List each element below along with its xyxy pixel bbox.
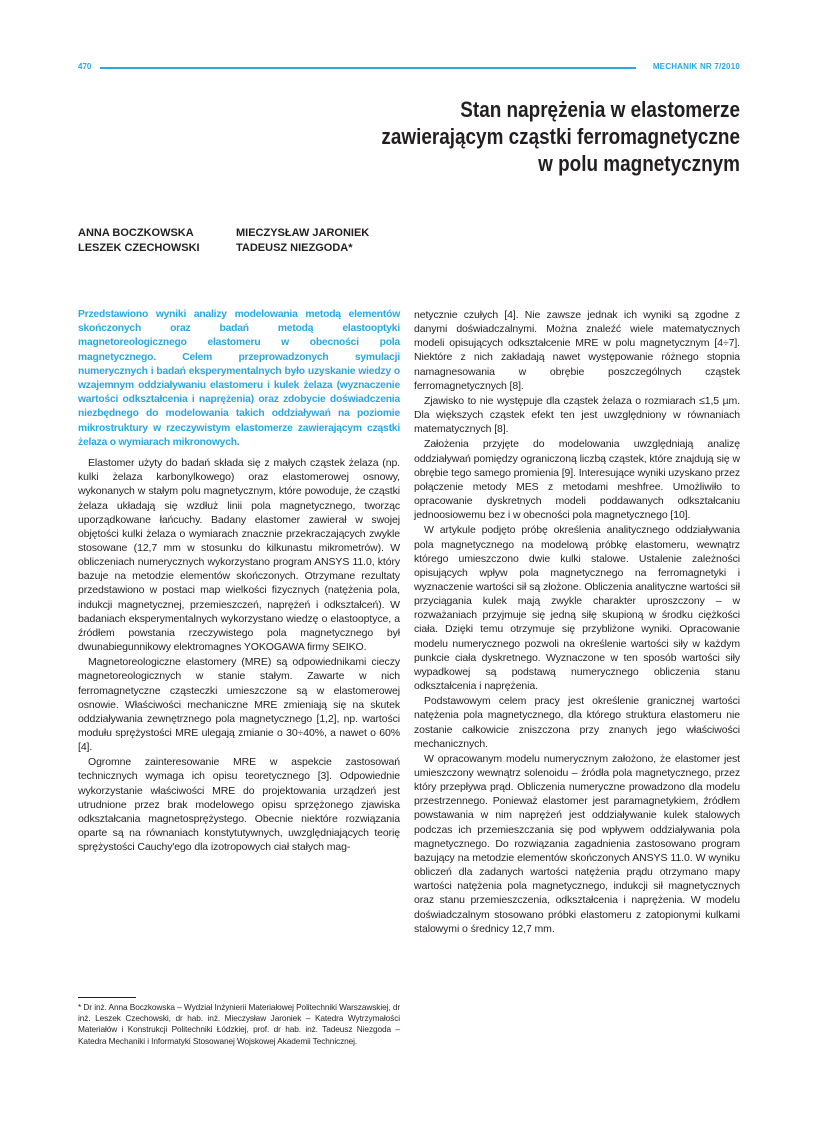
author-column-right: [236, 226, 369, 256]
title-line-2: zawierającym cząstki ferromagnetyczne: [381, 124, 740, 149]
body-paragraph: netycznie czułych [4]. Nie zawsze jednak ich wyniki są zgodne z danymi doświadczalnymi. Można znaleźć wiele matematycznych modeli opisujących odkształcenie MRE w polu magnetycznym [4÷7]. Niektóre z nich zakładają nawet występowanie różnego stopnia namagnesowania w obrębie poszczególnych cząstek ferromagnetycznych [8].: [414, 309, 740, 392]
author-name: LESZEK CZECHOWSKI: [78, 242, 200, 254]
author-name: MIECZYSŁAW JARONIEK: [236, 227, 370, 239]
body-paragraph: Ogromne zainteresowanie MRE w aspekcie zastosowań technicznych wymaga ich opisu teoretycznego [3]. Odpowiednie wykorzystanie właściwości MRE do projektowania urządzeń jest utrudnione przez brak modelowego opisu sprzężonego zjawiska odkształcania magnetosprężystego. Obecnie niektóre rozwiązania oparte są na równaniach konstytutywnych, uwzględniających teorię sprężystości Cauchy'ego dla izotropowych ciał stałych mag-: [78, 756, 400, 854]
journal-name: MECHANIK NR 7/2010: [652, 62, 740, 71]
author-affiliations-footnote: * Dr inż. Anna Boczkowska – Wydział Inżynierii Materiałowej Politechniki Warszawskiej, dr inż. Leszek Czechowski, dr hab. inż. Mieczysław Jaroniek – Katedra Wytrzymałości Materiałów i Konstrukcji Politechniki Łódzkiej, prof. dr hab. inż. Tadeusz Niezgoda – Katedra Mechaniki i Informatyki Stosowanej Wojskowej Akademii Technicznej.: [78, 1002, 400, 1046]
page-header: [78, 62, 740, 76]
body-paragraph: W artykule podjęto próbę określenia analitycznego oddziaływania pola magnetycznego na modelową próbkę elastomeru, wewnątrz którego umieszczono dwie kulki stalowe. Ustalenie zależności opisujących wpływ pola magnetycznego na ferromagnetyki i wyznaczenie wartości sił są złożone. Obliczenia analityczne wartości sił przyciągania kulek mają zwykle charakter uproszczony – w rozważaniach przyjmuje się jedną siłę skupioną w środku ciężkości ciała. Dzięki temu otrzymuje się przybliżone wyniki. Opracowanie modelu numerycznego pozwoli na określenie wartości siły w każdym punkcie ciała dyskretnego. Wyznaczone w ten sposób wartości siły wypadkowej są podstawą numerycznego obliczenia stanu odkształcenia i naprężenia.: [414, 524, 740, 693]
body-paragraph: Podstawowym celem pracy jest określenie granicznej wartości natężenia pola magnetycznego, dla którego struktura elastomeru nie zostanie całkowicie zniszczona przy znanych jego właściwości mechanicznych.: [414, 695, 740, 750]
page-number: 470: [78, 62, 92, 71]
footnote-rule: [78, 997, 136, 998]
header-rule: [100, 67, 636, 69]
text-column-right: [414, 308, 740, 936]
abstract: Przedstawiono wyniki analizy modelowania metodą elementów skończonych oraz badań metodą elastooptyki magnetoreologicznego elastomeru w obecności pola magnetycznego. Celem przeprowadzonych symulacji numerycznych i badań eksperymentalnych było uzyskanie wiedzy o wzajemnym oddziaływaniu elastomeru i kulek żelaza (wyznaczenie wartości odkształcenia i naprężenia) oraz zdobycie doświadczenia niezbędnego do modelowania takich oddziaływań na poziomie mikrostruktury w rzeczywistym elastomerze zawierającym cząstki żelaza o wymiarach mikronowych.: [78, 309, 400, 448]
body-paragraph: W opracowanym modelu numerycznym założono, że elastomer jest umieszczony wewnątrz solenoidu – źródła pola magnetycznego, przez który przepływa prąd. Obliczenia numeryczne prowadzono dla modelu przestrzennego. Ponieważ elastomer jest paramagnetykiem, źródłem powstawania w nim naprężeń jest oddziaływanie kulek stalowych podczas ich przemieszczania się pod wpływem oddziaływania pola magnetycznego. Do rozwiązania zagadnienia zastosowano program bazujący na metodzie elementów skończonych ANSYS 11.0. W wyniku obliczeń dla zadanych wartości natężenia prądu otrzymano mapy wartości natężenia pola magnetycznego, indukcji sił magnetycznych oraz stanu przemieszczenia, odkształcenia i naprężenia. W modelu doświadczalnym stosowano próbki elastomeru z zatopionymi kulkami stalowymi o średnicy 12,7 mm.: [414, 752, 740, 935]
body-paragraph: Zjawisko to nie występuje dla cząstek żelaza o rozmiarach ≤1,5 µm. Dla większych cząstek efekt ten jest uwzględniony w równaniach matematycznych [8].: [414, 394, 740, 436]
text-column-left: [78, 308, 400, 854]
article-title: [258, 96, 740, 177]
body-paragraph: Elastomer użyty do badań składa się z małych cząstek żelaza (np. kulki żelaza karbonylkowego) oraz elastomerowej osnowy, wykonanych w stałym polu magnetycznym, które powoduje, że cząstki żelaza układają się wzdłuż linii pola magnetycznego, tworząc uporządkowane łańcuchy. Badany elastomer zawierał w swojej objętości kulki żelaza o wymiarach znacznie przekraczających zwykle stosowane (12,7 mm w stosunku do kilkunastu mikrometrów). W obliczeniach numerycznych wykorzystano program ANSYS 11.0, który bazuje na metodzie elementów skończonych. Otrzymane rezultaty przedstawiono w postaci map wielkości fizycznych (natężenia pola, indukcji magnetycznej, przemieszczeń, naprężeń i odkształceń). W badaniach eksperymentalnych wykorzystano wiedzę o elastooptyce, a źródłem powstania rzeczywistego pola magnetycznego był dwunabiegunnikowy elektromagnes YOKOGAWA firmy SEIKO.: [78, 457, 400, 654]
title-line-3: w polu magnetycznym: [538, 151, 740, 176]
author-name: ANNA BOCZKOWSKA: [78, 227, 194, 239]
body-paragraph: Magnetoreologiczne elastomery (MRE) są odpowiednikami cieczy magnetoreologicznych w stanie stałym. Zawarte w nich ferromagnetyczne cząsteczki umieszczone są w elastomerowej osnowie. Właściwości mechaniczne MRE zmieniają się na skutek oddziaływania zewnętrznego pola magnetycznego [1,2], np. wartości modułu sprężystości MRE ulegają zmianie o 30÷40%, a nawet o 60% [4].: [78, 656, 400, 754]
author-column-left: [78, 226, 200, 256]
body-paragraph: Założenia przyjęte do modelowania uwzględniają analizę oddziaływań pomiędzy ograniczoną liczbą cząstek, które znajdują się w obrębie tego samego promienia [9]. Interesujące wyniki uzyskano przez połączenie metody MES z metodami meshfree. Umożliwiło to opracowanie dyskretnych modeli poddawanych odkształcaniu jednoosiowemu bez i w obecności pola magnetycznego [10].: [414, 438, 740, 522]
author-name: TADEUSZ NIEZGODA*: [236, 242, 353, 254]
title-line-1: Stan naprężenia w elastomerze: [460, 97, 740, 122]
